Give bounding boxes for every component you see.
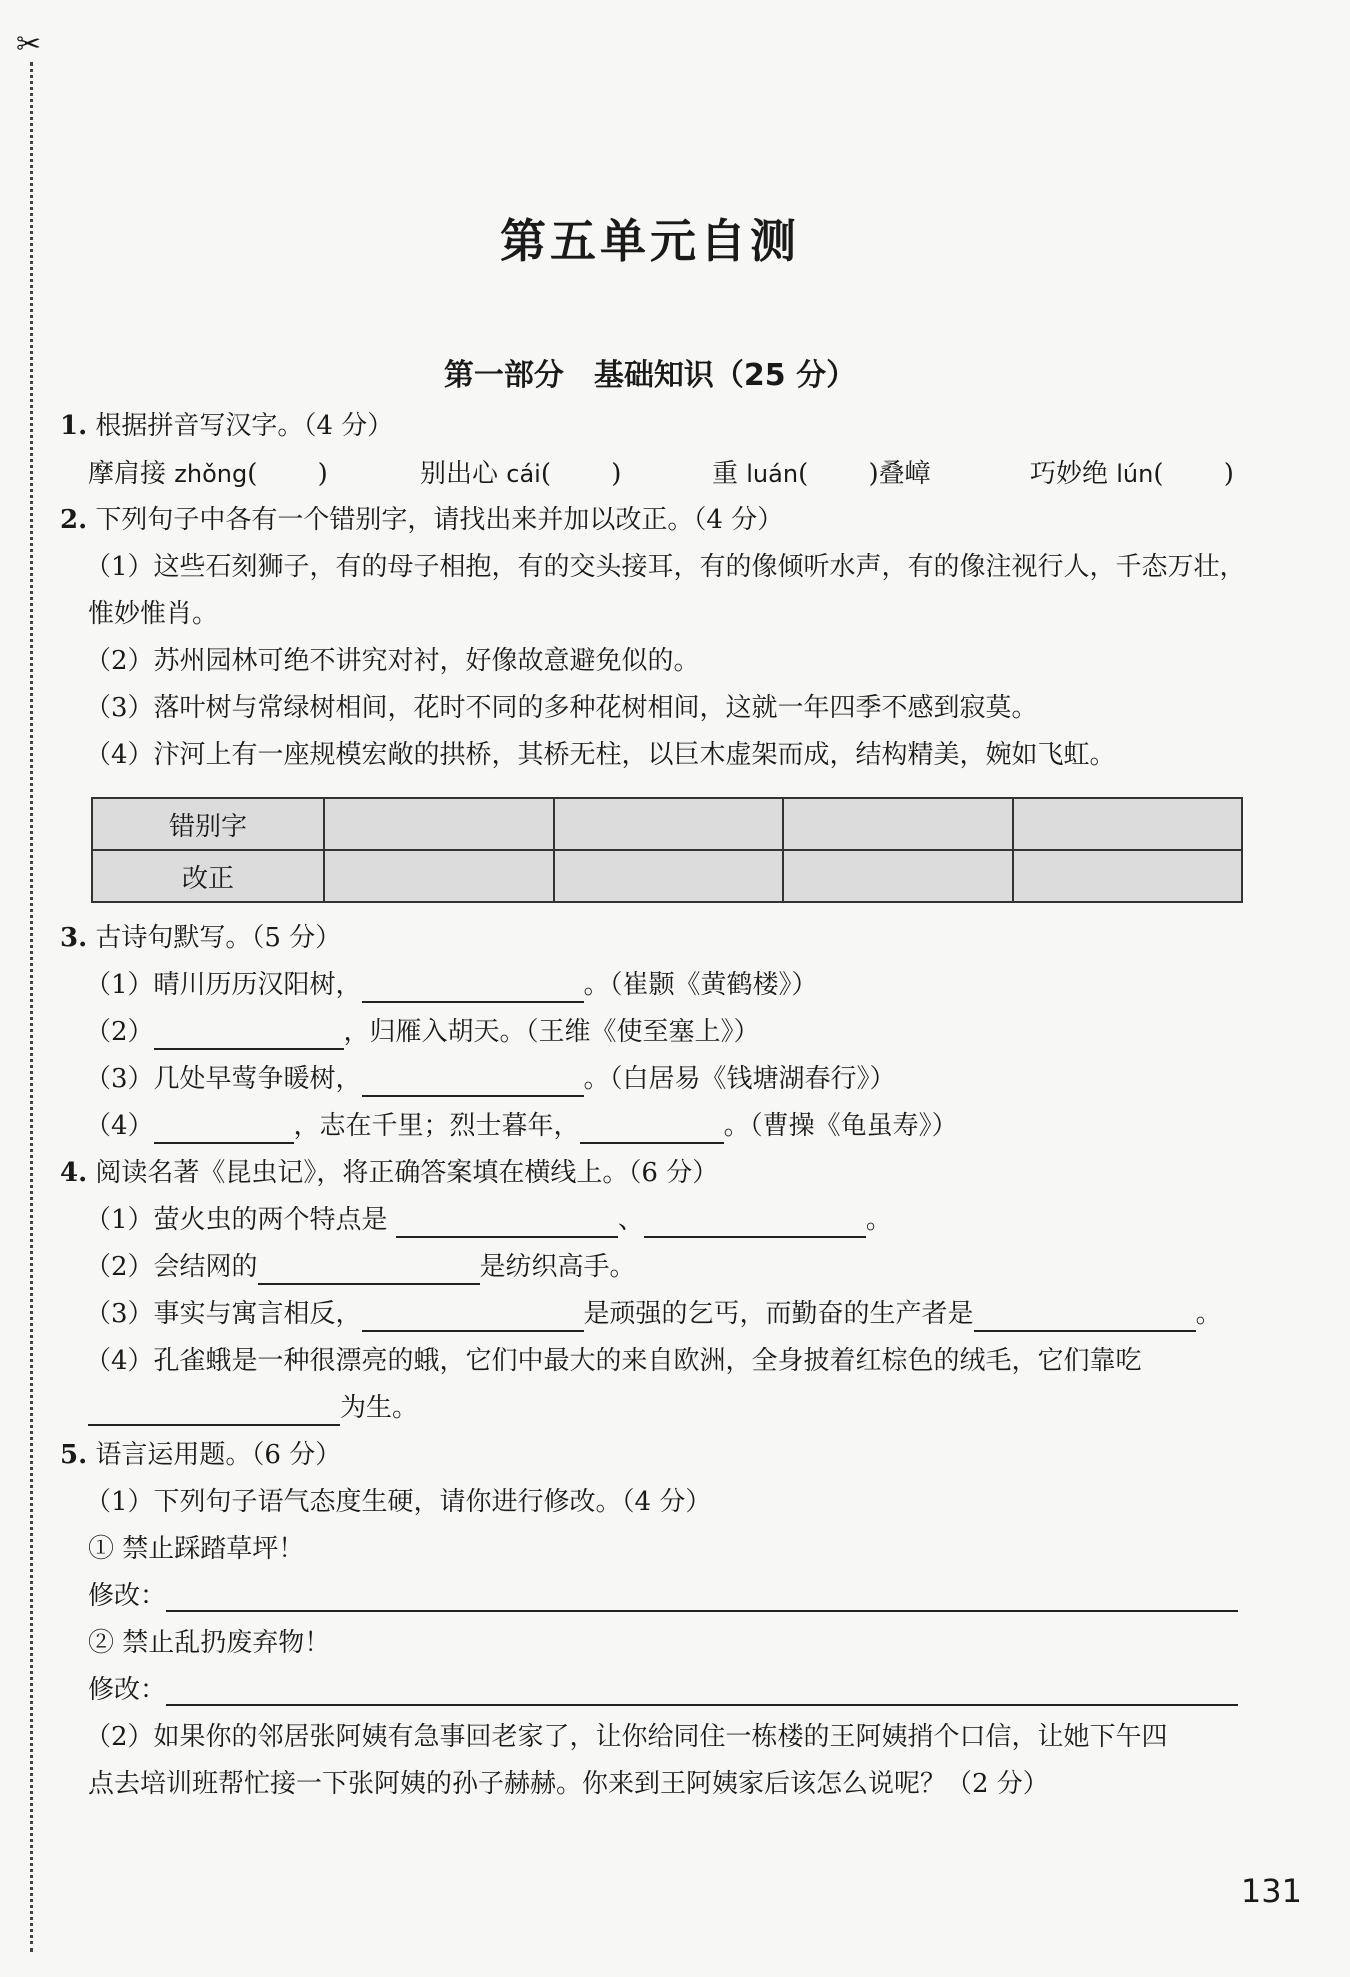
table-row <box>92 850 1242 902</box>
fix-label-1: 修改： <box>88 1581 167 1611</box>
item-text: 巧妙绝 <box>1030 459 1117 489</box>
answer-line-1[interactable] <box>166 1610 1238 1612</box>
line-text: 。（崔颢《黄鹤楼》） <box>583 970 818 1000</box>
table-header: 错别字 <box>92 798 324 850</box>
question-stem: 阅读名著《昆虫记》，将正确答案填在横线上。（6 分） <box>95 1158 719 1188</box>
answer-blank[interactable] <box>362 1302 584 1332</box>
line-text: （1）萤火虫的两个特点是 <box>85 1205 388 1235</box>
line-text: （1）晴川历历汉阳树， <box>85 970 362 1000</box>
correction-table <box>91 797 1243 903</box>
answer-blank[interactable] <box>258 1255 480 1285</box>
answer-bracket: ( ) <box>247 459 328 489</box>
line-text: （2） <box>85 1017 154 1047</box>
item-text: 摩肩接 <box>88 459 175 489</box>
question-number: 1. <box>60 411 88 441</box>
pinyin: lún <box>1116 460 1154 488</box>
question-number: 3. <box>60 923 88 953</box>
question-5 <box>60 1437 341 1473</box>
line-text: ，志在千里；烈士暮年， <box>293 1111 580 1141</box>
question-1 <box>60 408 393 444</box>
page-number: 131 <box>1240 1872 1302 1910</box>
line-text: 是顽强的乞丐，而勤奋的生产者是 <box>583 1299 974 1329</box>
part-title: 第一部分 基础知识（25 分） <box>443 358 857 393</box>
table-header: 改正 <box>92 850 324 902</box>
reading-line-2 <box>85 1249 636 1285</box>
answer-line-2[interactable] <box>166 1704 1238 1706</box>
answer-blank[interactable] <box>580 1114 724 1144</box>
sentence-4: （4）汴河上有一座规模宏敞的拱桥，其桥无柱，以巨木虚架而成，结构精美，婉如飞虹。 <box>85 740 1116 770</box>
answer-blank[interactable] <box>644 1208 866 1238</box>
cut-line <box>30 62 33 1952</box>
scissors-icon: ✂ <box>16 27 42 62</box>
poem-line-1 <box>85 967 818 1003</box>
sentence-3: （3）落叶树与常绿树相间，花时不同的多种花树相间，这就一年四季不感到寂莫。 <box>85 693 1038 723</box>
poem-line-3 <box>85 1061 896 1097</box>
answer-bracket: ( ) <box>540 459 622 489</box>
answer-cell[interactable] <box>324 798 554 850</box>
fix-label-2: 修改： <box>88 1675 167 1705</box>
answer-blank[interactable] <box>88 1396 340 1426</box>
question-3 <box>60 920 341 956</box>
sentence-1: （1）这些石刻狮子，有的母子相抱，有的交头接耳，有的像倾听水声，有的像注视行人，千态万壮， <box>85 552 1246 582</box>
answer-blank[interactable] <box>362 1067 584 1097</box>
answer-bracket: ( )叠嶂 <box>798 459 931 489</box>
table-row <box>92 798 1242 850</box>
answer-blank[interactable] <box>974 1302 1196 1332</box>
pinyin-item-2[interactable] <box>420 456 621 492</box>
reading-line-1 <box>85 1202 892 1238</box>
question-stem: 古诗句默写。（5 分） <box>95 923 342 953</box>
line-text: 、 <box>617 1205 644 1235</box>
item-1: ① 禁止踩踏草坪！ <box>88 1534 305 1564</box>
answer-blank[interactable] <box>154 1020 344 1050</box>
line-text: （3）几处早莺争暖树， <box>85 1064 362 1094</box>
sub-question-2-cont: 点去培训班帮忙接一下张阿姨的孙子赫赫。你来到王阿姨家后该怎么说呢？（2 分） <box>88 1769 1049 1799</box>
pinyin-item-3[interactable] <box>712 456 931 492</box>
item-text: 重 <box>712 459 747 489</box>
line-text: （4） <box>85 1111 154 1141</box>
pinyin: luán <box>746 460 799 488</box>
reading-line-4: （4）孔雀蛾是一种很漂亮的蛾，它们中最大的来自欧洲，全身披着红棕色的绒毛，它们靠吃 <box>85 1346 1142 1376</box>
pinyin-item-4[interactable] <box>1030 456 1234 492</box>
answer-cell[interactable] <box>554 798 784 850</box>
page-title: 第五单元自测 <box>500 214 800 268</box>
answer-cell[interactable] <box>783 850 1013 902</box>
answer-blank[interactable] <box>154 1114 294 1144</box>
reading-line-5 <box>88 1390 418 1426</box>
answer-cell[interactable] <box>324 850 554 902</box>
line-text: 。 <box>865 1205 892 1235</box>
line-text: （2）会结网的 <box>85 1252 258 1282</box>
answer-cell[interactable] <box>1013 798 1243 850</box>
answer-cell[interactable] <box>554 850 784 902</box>
line-text: 。 <box>1195 1299 1222 1329</box>
pinyin: cái <box>506 460 541 488</box>
question-number: 5. <box>60 1440 88 1470</box>
sentence-2: （2）苏州园林可绝不讲究对衬，好像故意避免似的。 <box>85 646 700 676</box>
question-stem: 下列句子中各有一个错别字，请找出来并加以改正。（4 分） <box>95 505 784 535</box>
answer-cell[interactable] <box>783 798 1013 850</box>
question-number: 2. <box>60 505 88 535</box>
answer-blank[interactable] <box>362 973 584 1003</box>
line-text: 是纺织高手。 <box>479 1252 636 1282</box>
line-text: 。（曹操《龟虽寿》） <box>723 1111 958 1141</box>
sentence-1-cont: 惟妙惟肖。 <box>88 599 219 629</box>
pinyin: zhǒng <box>174 460 248 488</box>
reading-line-3 <box>85 1296 1222 1332</box>
question-2 <box>60 502 783 538</box>
item-2: ② 禁止乱扔废弃物！ <box>88 1628 331 1658</box>
sub-question-1: （1）下列句子语气态度生硬，请你进行修改。（4 分） <box>85 1487 712 1517</box>
line-text: ，归雁入胡天。（王维《使至塞上》） <box>343 1017 760 1047</box>
sub-question-2: （2）如果你的邻居张阿姨有急事回老家了，让你给同住一栋楼的王阿姨捎个口信，让她下午四 <box>85 1722 1168 1752</box>
question-stem: 根据拼音写汉字。（4 分） <box>95 411 394 441</box>
question-number: 4. <box>60 1158 88 1188</box>
poem-line-2 <box>85 1014 760 1050</box>
line-text: （3）事实与寓言相反， <box>85 1299 362 1329</box>
answer-bracket: ( ) <box>1153 459 1234 489</box>
line-text: 。（白居易《钱塘湖春行》） <box>583 1064 896 1094</box>
line-text: 为生。 <box>340 1393 419 1423</box>
poem-line-4 <box>85 1108 958 1144</box>
question-4 <box>60 1155 718 1191</box>
question-stem: 语言运用题。（6 分） <box>95 1440 342 1470</box>
answer-cell[interactable] <box>1013 850 1243 902</box>
pinyin-item-1[interactable] <box>88 456 328 492</box>
item-text: 别出心 <box>420 459 507 489</box>
answer-blank[interactable] <box>396 1208 618 1238</box>
